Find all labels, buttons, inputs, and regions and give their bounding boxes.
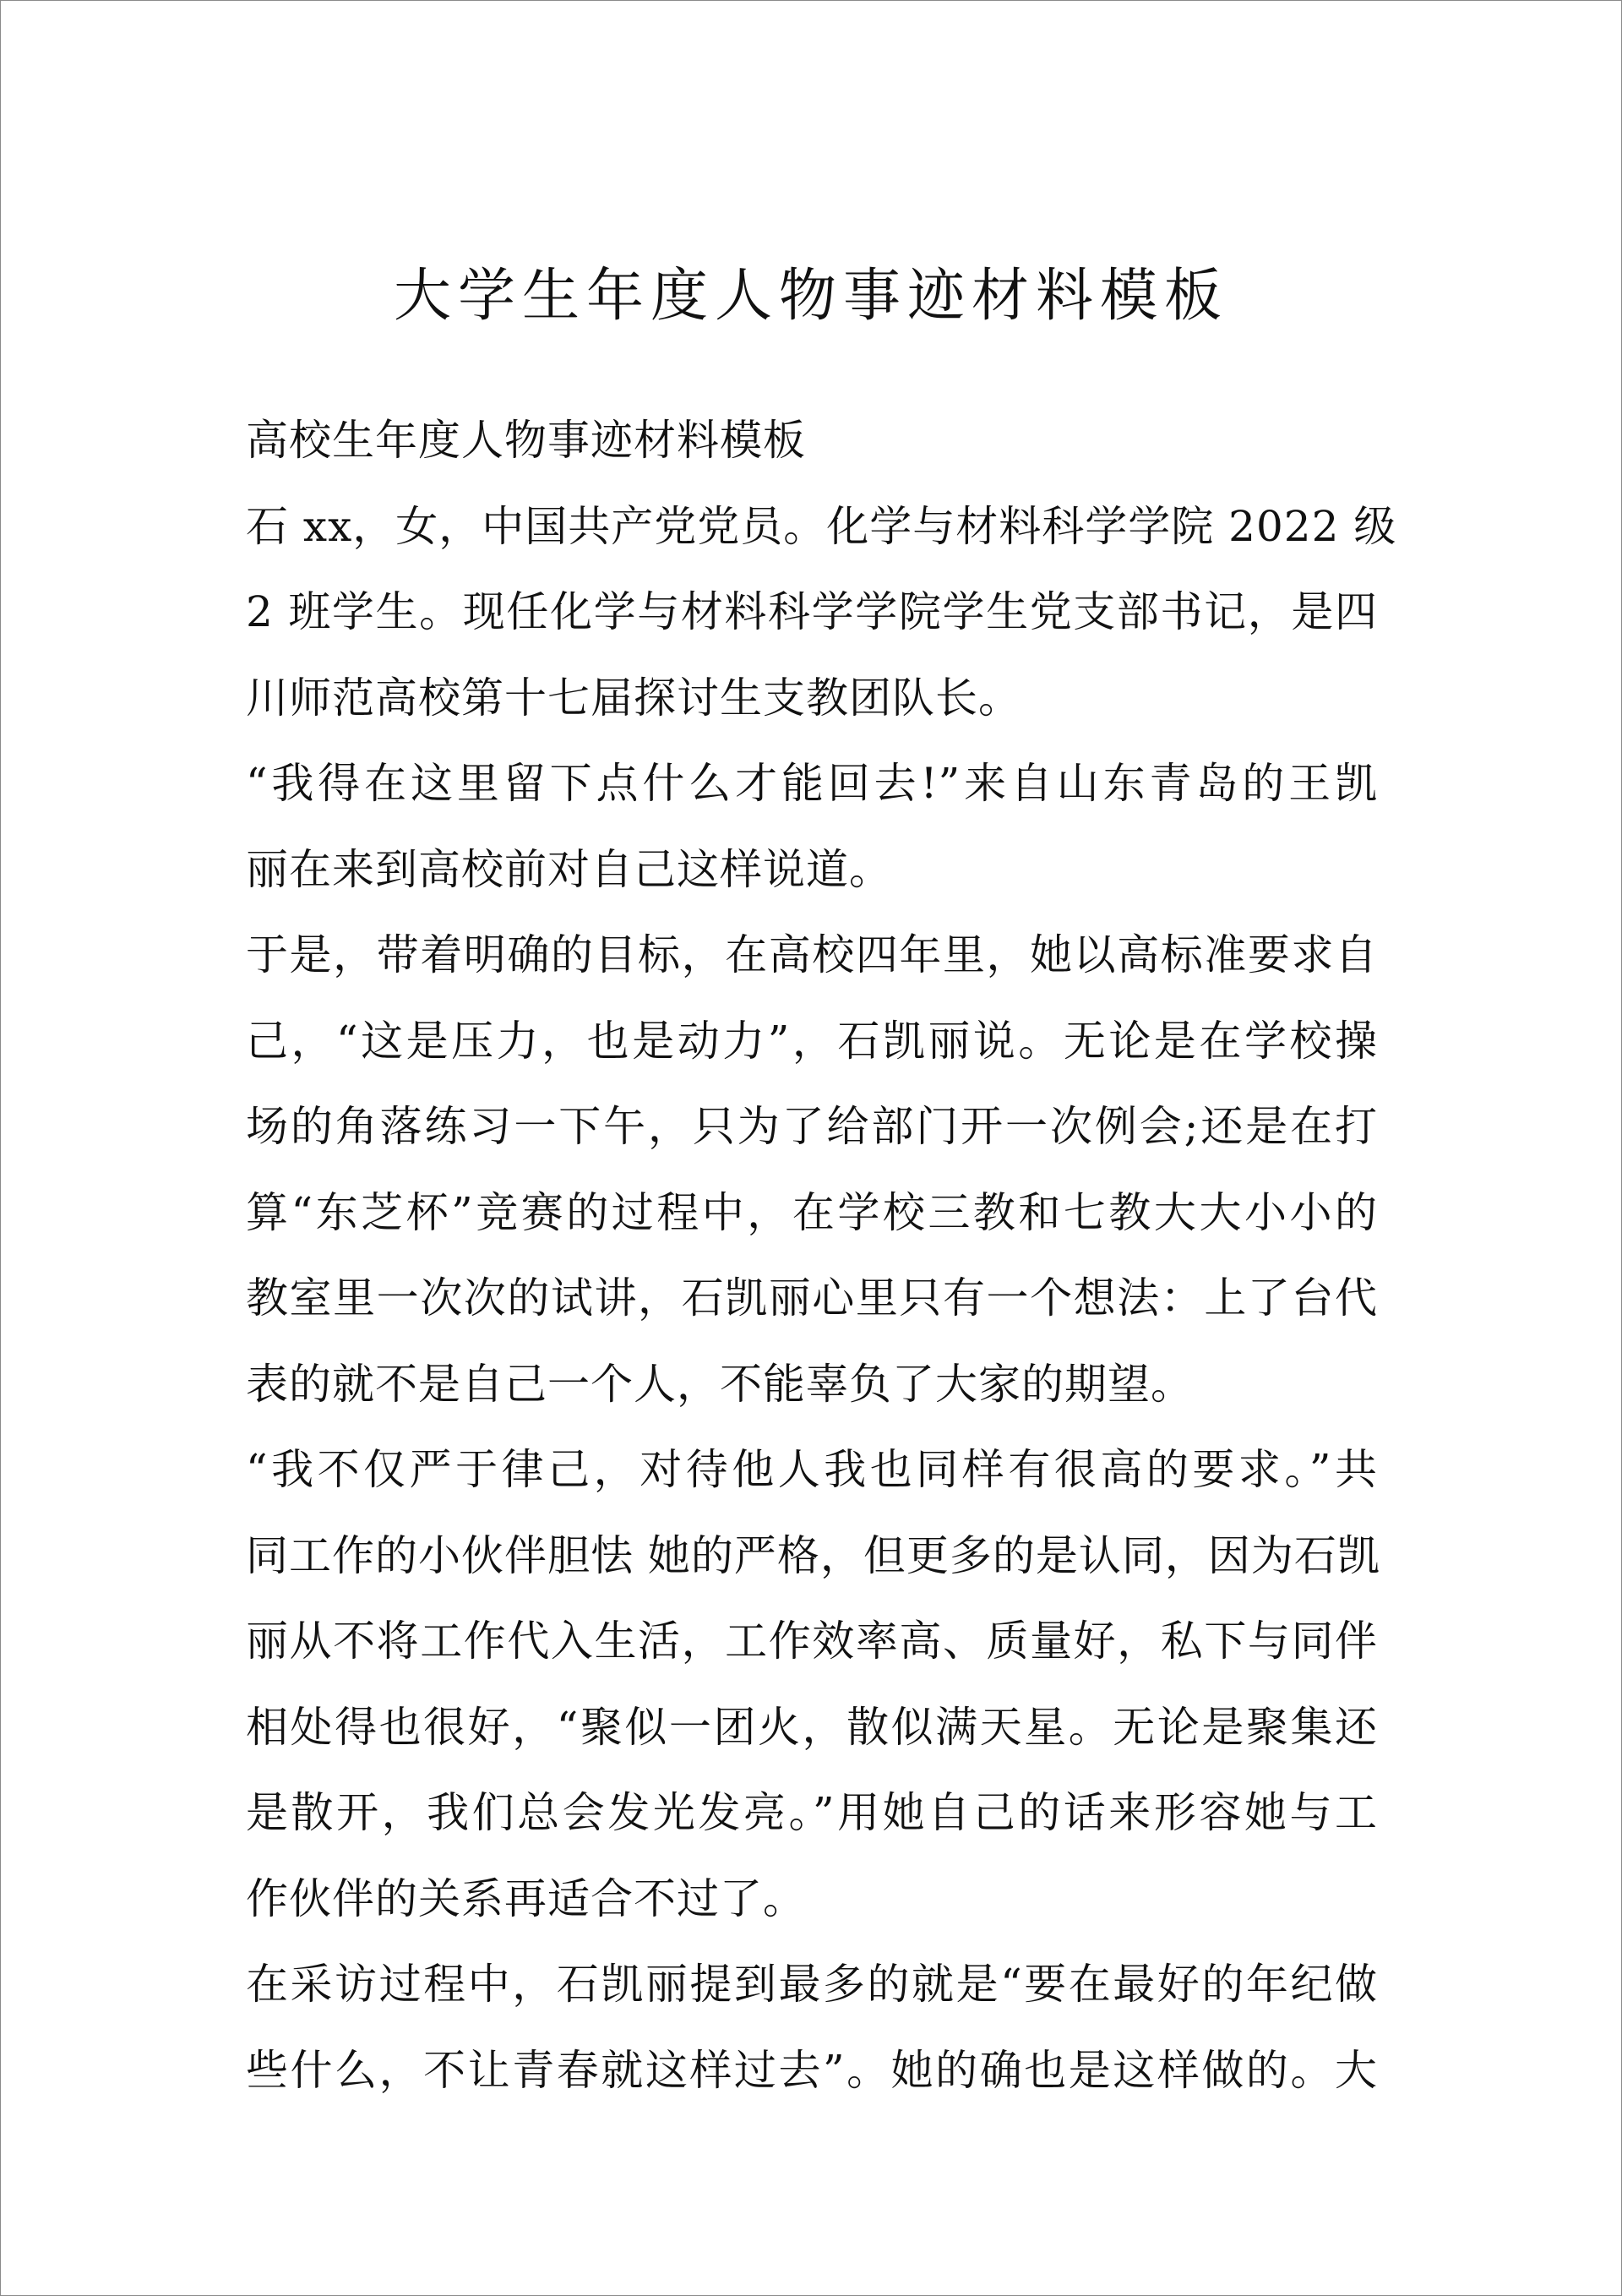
text-line: 同工作的小伙伴胆怯 她的严格，但更多的是认同，因为石凯: [246, 1530, 1380, 1580]
text-line: 丽从不将工作代入生活，工作效率高、质量好，私下与同伴: [246, 1617, 1378, 1666]
text-line: 表的就不是自己一个人，不能辜负了大家的期望。: [246, 1359, 1194, 1409]
document-title: 大学生年度人物事迹材料模板: [393, 263, 1228, 330]
text-line: 2 班学生。现任化学与材料科学学院学生党支部书记，是四: [246, 587, 1378, 636]
text-line: 丽在来到高校前对自己这样说道。: [246, 844, 892, 894]
text-line: “我不仅严于律己，对待他人我也同样有很高的要求。”共: [246, 1445, 1378, 1494]
document-body: [246, 398, 1397, 2113]
text-line: 己，“这是压力，也是动力”，石凯丽说。无论是在学校操: [246, 1016, 1378, 1066]
text-line: 高校生年度人物事迹材料模板: [246, 416, 806, 465]
text-line: 于是，带着明确的目标，在高校四年里，她以高标准要求自: [246, 930, 1378, 979]
text-line: 算“东芝杯”竞赛的过程中，在学校三教和七教大大小小的: [246, 1187, 1378, 1237]
text-line: 作伙伴的关系再适合不过了。: [246, 1873, 806, 1923]
text-line: 场的角落练习一下午，只为了给部门开一次例会;还是在打: [246, 1102, 1378, 1151]
text-line: 石 xx，女，中国共产党党员。化学与材料科学学院 2022 级: [246, 501, 1397, 551]
text-line: 川师范高校第十七届探讨生支教团队长。: [246, 673, 1021, 723]
text-line: 是散开，我们总会发光发亮。”用她自己的话来形容她与工: [246, 1788, 1378, 1837]
text-line: “我得在这里留下点什么才能回去!”来自山东青岛的王凯: [246, 759, 1378, 808]
text-line: 些什么，不让青春就这样过去”。她的确也是这样做的。大: [246, 2045, 1378, 2095]
text-line: 相处得也很好，“聚似一团火，散似满天星。无论是聚集还: [246, 1702, 1378, 1752]
text-line: 教室里一次次的试讲，石凯丽心里只有一个想法：上了台代: [246, 1273, 1378, 1323]
text-line: 在采访过程中，石凯丽提到最多的就是“要在最好的年纪做: [246, 1960, 1378, 2009]
